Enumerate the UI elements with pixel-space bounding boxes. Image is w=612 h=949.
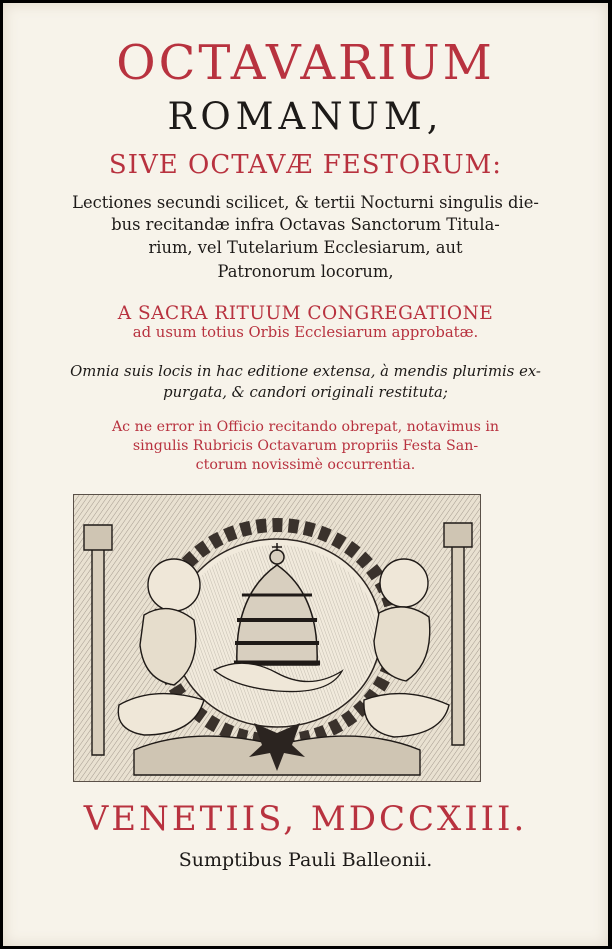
publisher: Sumptibus Pauli Balleonii.: [178, 849, 433, 871]
papal-tiara-engraving: [73, 494, 481, 782]
italic-line-1: Omnia suis locis in hac editione extensa, à mendis plurimis ex-: [70, 363, 541, 380]
note-line-2: singulis Rubricis Octavarum propriis Festa San-: [132, 438, 479, 454]
body-line-4: Patronorum locorum,: [217, 262, 394, 281]
body-line-2: bus recitandæ infra Octavas Sanctorum Titula-: [111, 215, 500, 234]
congregation-line-1: A SACRA RITUUM CONGREGATIONE: [117, 303, 494, 324]
title-page: [3, 3, 608, 946]
congregation-line-2: ad usum totius Orbis Ecclesiarum approbatæ.: [132, 324, 479, 341]
title-line-2: ROMANUM,: [167, 95, 444, 138]
italic-line-2: purgata, & candori originali restituta;: [163, 384, 448, 401]
body-line-3: rium, vel Tutelarium Ecclesiarum, aut: [148, 238, 463, 257]
note-line-3: ctorum novissimè occurrentia.: [195, 457, 416, 473]
title-line-3: SIVE OCTAVÆ FESTORUM:: [108, 150, 503, 180]
body-line-1: Lectiones secundi scilicet, & tertii Nocturni singulis die-: [72, 193, 539, 212]
imprint: VENETIIS, MDCCXIII.: [83, 799, 528, 839]
note-line-1: Ac ne error in Officio recitando obrepat, notavimus in: [111, 419, 500, 435]
title-line-1: OCTAVARIUM: [116, 35, 495, 91]
